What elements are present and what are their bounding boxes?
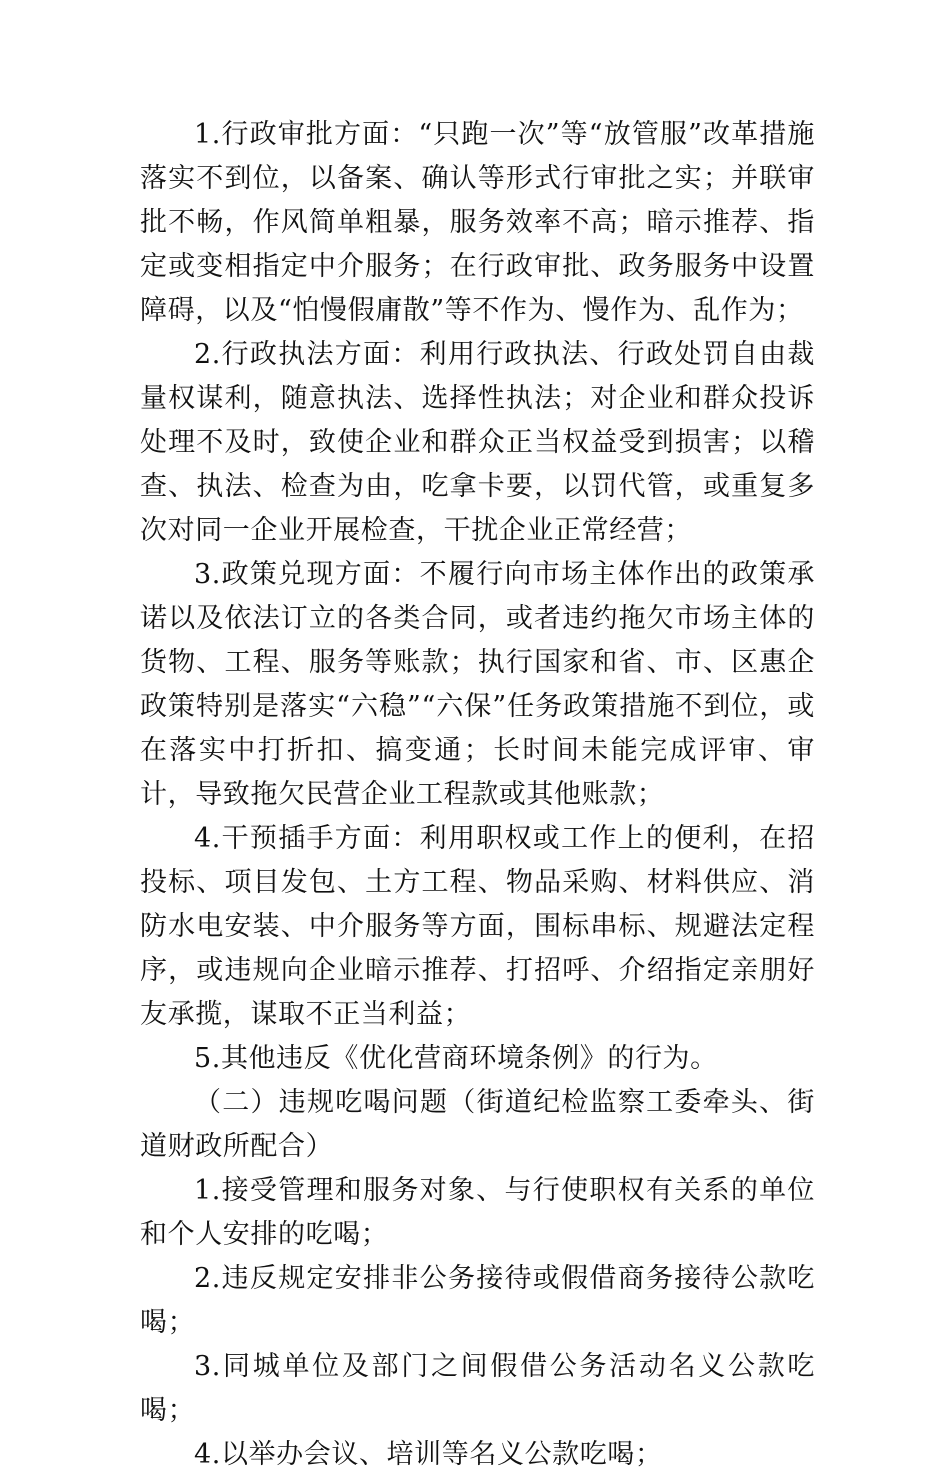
paragraph-admin-approval: 1.行政审批方面：“只跑一次”等“放管服”改革措施落实不到位，以备案、确认等形式行审批之实；并联审批不畅，作风简单粗暴，服务效率不高；暗示推荐、指定或变相指定中介服务；在行政审批、政务服务中设置障碍，以及“怕慢假庸散”等不作为、慢作为、乱作为； [140, 119, 815, 326]
paragraph-dining-item-4: 4.以举办会议、培训等名义公款吃喝； [194, 1439, 663, 1470]
document-body [140, 113, 815, 1477]
paragraph-policy-fulfillment: 3.政策兑现方面：不履行向市场主体作出的政策承诺以及依法订立的各类合同，或者违约拖欠市场主体的货物、工程、服务等账款；执行国家和省、市、区惠企政策特别是落实“六稳”“六保”任务政策措施不到位，或在落实中打折扣、搞变通；长时间未能完成评审、审计，导致拖欠民营企业工程款或其他账款； [140, 559, 815, 810]
paragraph-interference: 4.干预插手方面：利用职权或工作上的便利，在招投标、项目发包、土方工程、物品采购、材料供应、消防水电安装、中介服务等方面，围标串标、规避法定程序，或违规向企业暗示推荐、打招呼、介绍指定亲朋好友承揽，谋取不正当利益； [140, 823, 815, 1030]
paragraph-dining-item-2: 2.违反规定安排非公务接待或假借商务接待公款吃喝； [140, 1263, 815, 1338]
paragraph-other-violations: 5.其他违反《优化营商环境条例》的行为。 [194, 1043, 718, 1074]
paragraph-dining-item-1: 1.接受管理和服务对象、与行使职权有关系的单位和个人安排的吃喝； [140, 1175, 815, 1250]
section-heading-dining-issues: （二）违规吃喝问题（街道纪检监察工委牵头、街道财政所配合） [140, 1087, 815, 1162]
paragraph-admin-enforcement: 2.行政执法方面：利用行政执法、行政处罚自由裁量权谋利，随意执法、选择性执法；对企业和群众投诉处理不及时，致使企业和群众正当权益受到损害；以稽查、执法、检查为由，吃拿卡要，以罚代管，或重复多次对同一企业开展检查，干扰企业正常经营； [140, 339, 815, 546]
paragraph-dining-item-3: 3.同城单位及部门之间假借公务活动名义公款吃喝； [140, 1351, 815, 1426]
